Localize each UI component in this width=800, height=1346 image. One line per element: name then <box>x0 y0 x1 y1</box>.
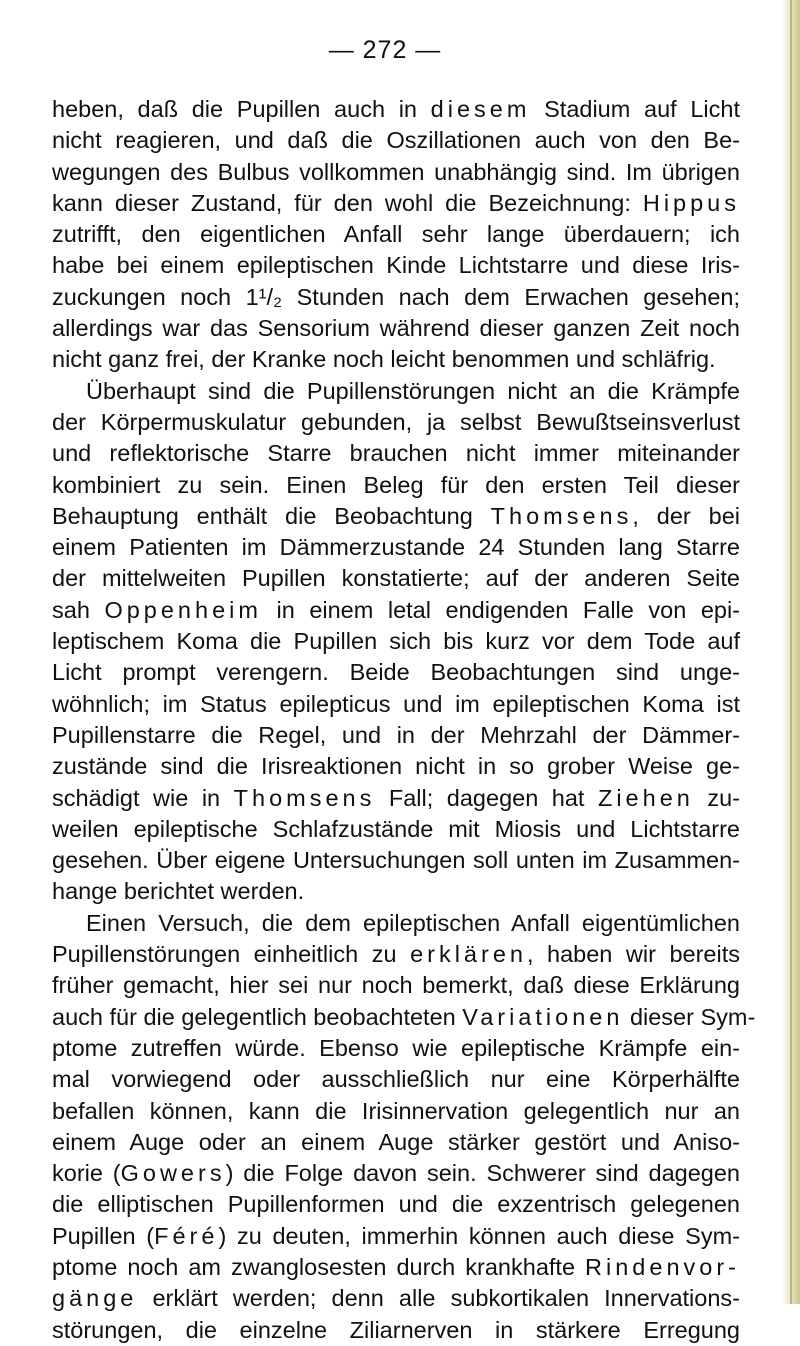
text-run: Behauptung enthält die Beobachtung <box>52 502 491 529</box>
text-run: weilen epileptische Schlafzustände mit Miosis und Lichtstarre <box>52 815 740 842</box>
text-line <box>52 501 740 532</box>
text-run: heben, daß die Pupillen auch in <box>52 96 431 122</box>
spaced-emphasis: Hippus <box>642 189 740 216</box>
spaced-emphasis: Ziehen <box>597 784 694 811</box>
spaced-emphasis: Thomsens <box>233 784 376 811</box>
page-edge-line <box>790 0 792 1304</box>
text-run: in einem letal endigenden Falle von epi- <box>261 596 741 623</box>
spaced-emphasis: gänge <box>52 1285 138 1312</box>
text-line <box>52 626 740 657</box>
text-run: allerdings war das Sensorium während dieser ganzen Zeit noch <box>52 315 740 342</box>
text-run: der Körpermuskulatur gebunden, ja selbst Bewußtseinsverlust <box>52 408 740 435</box>
text-run: kombiniert zu sein. Einen Beleg für den ersten Teil dieser <box>52 471 740 498</box>
text-run: gesehen. Über eigene Untersuchungen soll unten im Zusammen- <box>52 847 740 874</box>
text-run: Fall; dagegen hat <box>375 784 598 811</box>
text-run: einem Patienten im Dämmerzustande 24 Stunden lang Starre <box>52 534 740 561</box>
text-run: erklärt werden; denn alle subkortikalen Innervations- <box>137 1285 740 1312</box>
text-line <box>52 563 740 594</box>
text-line <box>52 157 740 188</box>
page-number: — 272 — <box>328 36 442 64</box>
text-run: Einen Versuch, die dem epileptischen Anfall eigentümlichen <box>86 909 740 936</box>
text-line <box>52 1252 740 1283</box>
text-line <box>52 1033 740 1064</box>
text-run: korie ( <box>52 1160 121 1187</box>
text-line <box>52 1158 740 1189</box>
text-run: ) die Folge davon sein. Schwerer sind dagegen <box>225 1160 740 1187</box>
text-run: , der bei <box>632 502 740 529</box>
text-run: , haben wir bereits <box>526 941 740 968</box>
spaced-emphasis: diesem <box>430 96 531 122</box>
text-run: Pupillenstarre die Regel, und in der Mehrzahl der Dämmer- <box>52 721 740 748</box>
body-text <box>52 94 756 1346</box>
text-run: und reflektorische Starre brauchen nicht immer miteinander <box>52 440 740 467</box>
text-run: zustände sind die Irisreaktionen nicht in so grober Weise ge- <box>52 753 740 780</box>
text-line <box>52 438 740 469</box>
text-run: auch für die gelegentlich beobachteten <box>52 1003 463 1030</box>
text-line <box>52 344 740 375</box>
text-run: Pupillen ( <box>52 1222 155 1249</box>
text-line <box>52 1096 740 1127</box>
text-line <box>52 376 740 407</box>
spaced-emphasis: Oppenheim <box>104 596 262 623</box>
text-line <box>52 188 740 219</box>
text-line <box>52 939 740 970</box>
text-line <box>52 908 740 939</box>
text-run: schädigt wie in <box>52 784 234 811</box>
text-line <box>52 313 740 344</box>
text-run: Stadium auf Licht <box>530 96 740 122</box>
text-run: der mittelweiten Pupillen konstatierte; auf der anderen Seite <box>52 565 740 592</box>
text-line <box>52 250 740 281</box>
text-line <box>52 751 740 782</box>
text-run: hange berichtet werden. <box>52 878 305 905</box>
text-run: störungen, die einzelne Ziliarnerven in stärkere Erregung <box>52 1316 740 1343</box>
text-run: die elliptischen Pupillenformen und die exzentrisch gelegenen <box>52 1191 740 1218</box>
spaced-emphasis: Rindenvor- <box>585 1253 740 1280</box>
text-run: ptome zutreffen würde. Ebenso wie epileptische Krämpfe ein- <box>52 1034 740 1061</box>
text-run: wöhnlich; im Status epilepticus und im epileptischen Koma ist <box>52 690 740 717</box>
text-line <box>52 845 740 876</box>
text-line <box>52 1221 740 1252</box>
spaced-emphasis: Variationen <box>462 1003 624 1030</box>
text-run: zuckungen noch 1¹/₂ Stunden nach dem Erwachen gesehen; <box>52 283 740 310</box>
text-line <box>52 282 740 313</box>
text-run: zu- <box>693 784 741 811</box>
spaced-emphasis: Féré <box>154 1222 219 1249</box>
text-run: mal vorwiegend oder ausschließlich nur eine Körperhälfte <box>52 1066 740 1093</box>
text-line <box>52 876 740 907</box>
text-run: Pupillenstörungen einheitlich zu <box>52 941 411 968</box>
text-line <box>52 1002 756 1033</box>
text-line <box>52 94 740 125</box>
text-run: leptischem Koma die Pupillen sich bis kurz vor dem Tode auf <box>52 628 740 655</box>
text-run: früher gemacht, hier sei nur noch bemerkt, daß diese Erklärung <box>52 972 740 999</box>
text-run: nicht ganz frei, der Kranke noch leicht benommen und schläfrig. <box>52 346 716 373</box>
text-run: sah <box>52 596 105 623</box>
text-run: ptome noch am zwanglosesten durch krankhafte <box>52 1253 586 1280</box>
text-line <box>52 125 740 156</box>
text-run: wegungen des Bulbus vollkommen unabhängig sind. Im übrigen <box>52 158 740 185</box>
text-line <box>52 407 740 438</box>
text-run: nicht reagieren, und daß die Oszillationen auch von den Be- <box>52 127 740 154</box>
text-line <box>52 219 740 250</box>
text-line <box>52 470 740 501</box>
text-line <box>52 532 740 563</box>
text-line <box>52 783 740 814</box>
text-line <box>52 1315 740 1346</box>
text-line <box>52 1189 740 1220</box>
text-run: habe bei einem epileptischen Kinde Lichtstarre und diese Iris- <box>52 252 740 279</box>
spaced-emphasis: Gowers <box>120 1160 226 1187</box>
text-run: ) zu deuten, immerhin können auch diese Sym- <box>218 1222 740 1249</box>
text-line <box>52 1283 740 1314</box>
text-run: befallen können, kann die Irisinnervation gelegentlich nur an <box>52 1097 740 1124</box>
text-run: Überhaupt sind die Pupillenstörungen nicht an die Krämpfe <box>86 377 740 404</box>
text-line <box>52 720 740 751</box>
spaced-emphasis: Thomsens <box>490 502 633 529</box>
text-line <box>52 1064 740 1095</box>
text-run: zutrifft, den eigentlichen Anfall sehr lange überdauern; ich <box>52 221 740 248</box>
text-run: einem Auge oder an einem Auge stärker gestört und Aniso- <box>52 1128 740 1155</box>
text-line <box>52 814 740 845</box>
text-line <box>52 970 740 1001</box>
text-line <box>52 657 740 688</box>
text-line <box>52 595 740 626</box>
spaced-emphasis: erklären <box>410 941 527 968</box>
text-run: kann dieser Zustand, für den wohl die Bezeichnung: <box>52 189 643 216</box>
text-line <box>52 689 740 720</box>
text-line <box>52 1127 740 1158</box>
text-run: dieser Sym- <box>623 1003 756 1030</box>
text-run: Licht prompt verengern. Beide Beobachtungen sind unge- <box>52 659 740 686</box>
